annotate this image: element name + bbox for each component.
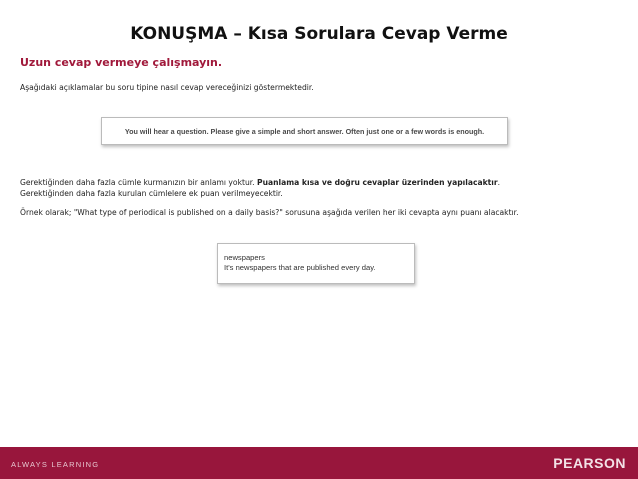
scoring-paragraph [20, 177, 630, 199]
instruction-box [101, 117, 508, 145]
pearson-logo: PEARSON [553, 455, 626, 471]
intro-text: Aşağıdaki açıklamalar bu soru tipine nasıl cevap vereceğinizi göstermektedir. [20, 83, 314, 92]
scoring-text: Gerektiğinden daha fazla cümle kurmanızın bir anlamı yoktur. [20, 178, 258, 187]
slide-subtitle: Uzun cevap vermeye çalışmayın. [20, 56, 223, 69]
scoring-line2: Gerektiğinden daha fazla kurulan cümlelere ek puan verilmeyecektir. [20, 189, 283, 198]
slide-title: KONUŞMA – Kısa Sorulara Cevap Verme [130, 24, 508, 44]
footer-bar [0, 447, 638, 479]
scoring-emphasis: Puanlama kısa ve doğru cevaplar üzerinden yapılacaktır [257, 178, 498, 187]
example-answer-long: It's newspapers that are published every day. [224, 263, 376, 272]
example-answer-short: newspapers [224, 253, 265, 262]
instruction-text: You will hear a question. Please give a simple and short answer. Often just one or a few words is enough. [124, 126, 485, 136]
example-box [217, 243, 415, 284]
footer-tagline: ALWAYS LEARNING [11, 460, 100, 469]
example-paragraph: Örnek olarak; "What type of periodical is published on a daily basis?" sorusuna aşağıda verilen her iki cevapta aynı puanı alacaktır. [20, 208, 519, 217]
scoring-period: . [497, 178, 501, 187]
